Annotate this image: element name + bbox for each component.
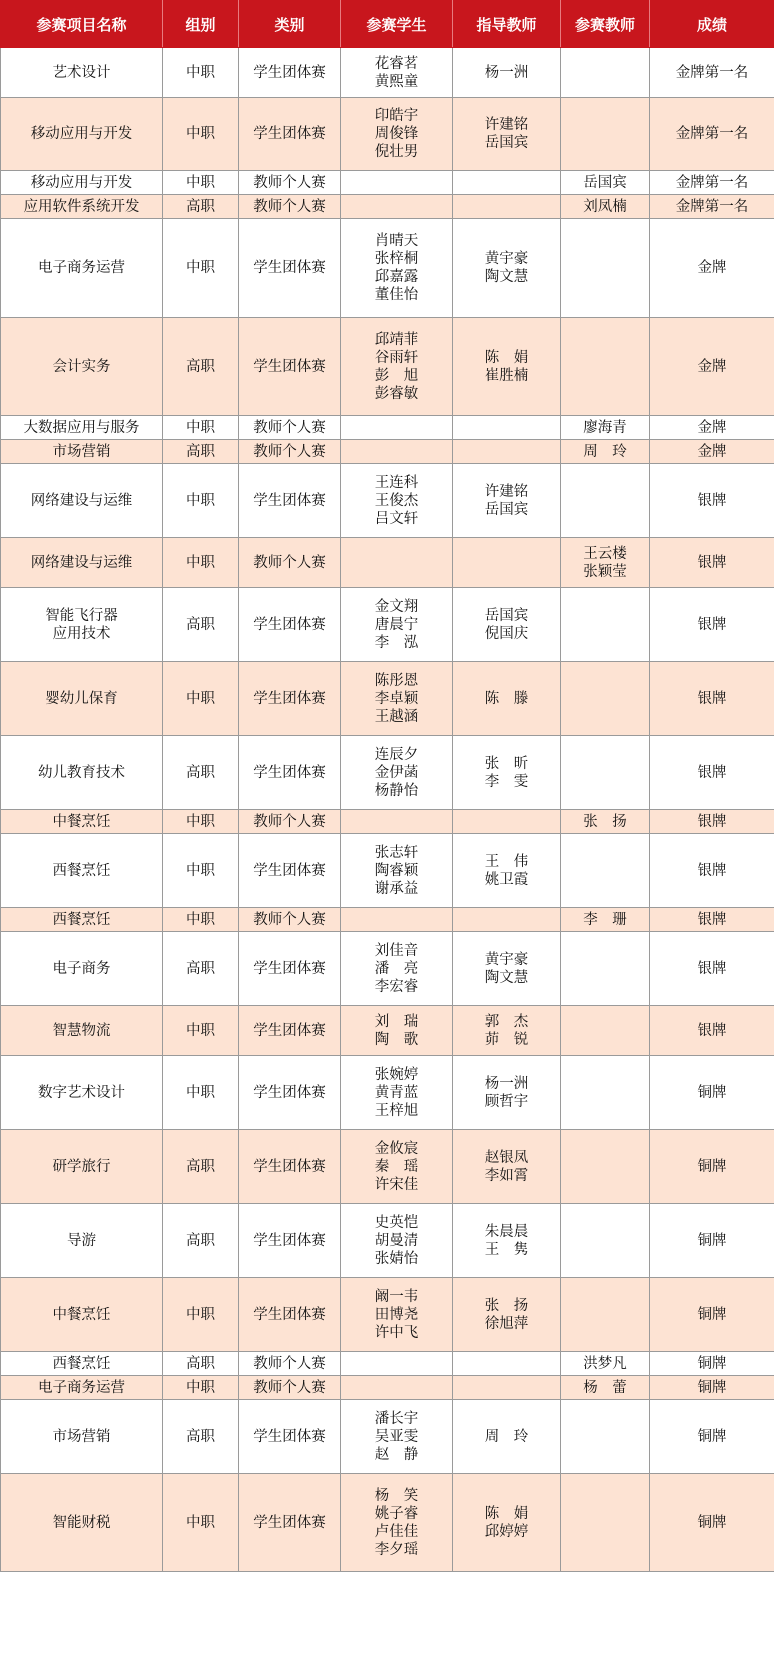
header-group: 组别 bbox=[163, 1, 239, 48]
table-row bbox=[1, 1204, 774, 1278]
category-cell: 教师个人赛 bbox=[239, 195, 341, 219]
group-cell: 高职 bbox=[163, 932, 239, 1006]
advisors-cell: 张 扬 徐旭萍 bbox=[453, 1278, 561, 1352]
result-cell: 金牌 bbox=[650, 219, 774, 318]
project-cell: 电子商务运营 bbox=[1, 219, 163, 318]
project-cell: 幼儿教育技术 bbox=[1, 736, 163, 810]
result-cell: 铜牌 bbox=[650, 1400, 774, 1474]
advisors-cell: 朱晨晨 王 隽 bbox=[453, 1204, 561, 1278]
students-cell bbox=[341, 195, 453, 219]
category-cell: 学生团体赛 bbox=[239, 1130, 341, 1204]
teachers-cell bbox=[561, 1056, 650, 1130]
result-cell: 金牌第一名 bbox=[650, 171, 774, 195]
students-cell bbox=[341, 1376, 453, 1400]
teachers-cell bbox=[561, 48, 650, 98]
advisors-cell: 黄宇豪 陶文慧 bbox=[453, 219, 561, 318]
advisors-cell: 赵银凤 李如霄 bbox=[453, 1130, 561, 1204]
group-cell: 中职 bbox=[163, 171, 239, 195]
result-cell: 银牌 bbox=[650, 662, 774, 736]
teachers-cell bbox=[561, 464, 650, 538]
table-row bbox=[1, 662, 774, 736]
table-row bbox=[1, 1130, 774, 1204]
result-cell: 铜牌 bbox=[650, 1130, 774, 1204]
table-row bbox=[1, 538, 774, 588]
advisors-cell: 陈 娟 邱婷婷 bbox=[453, 1474, 561, 1572]
students-cell bbox=[341, 1352, 453, 1376]
header-teachers: 参赛教师 bbox=[561, 1, 650, 48]
result-cell: 金牌 bbox=[650, 416, 774, 440]
result-cell: 银牌 bbox=[650, 834, 774, 908]
table-row bbox=[1, 1352, 774, 1376]
advisors-cell: 黄宇豪 陶文慧 bbox=[453, 932, 561, 1006]
header-row bbox=[1, 1, 774, 48]
advisors-cell bbox=[453, 810, 561, 834]
group-cell: 中职 bbox=[163, 1376, 239, 1400]
result-cell: 银牌 bbox=[650, 1006, 774, 1056]
table-row bbox=[1, 195, 774, 219]
students-cell bbox=[341, 810, 453, 834]
group-cell: 中职 bbox=[163, 908, 239, 932]
group-cell: 中职 bbox=[163, 538, 239, 588]
result-cell: 金牌第一名 bbox=[650, 98, 774, 171]
category-cell: 教师个人赛 bbox=[239, 538, 341, 588]
students-cell: 连辰夕 金伊菡 杨静怡 bbox=[341, 736, 453, 810]
category-cell: 教师个人赛 bbox=[239, 810, 341, 834]
category-cell: 教师个人赛 bbox=[239, 416, 341, 440]
result-cell: 银牌 bbox=[650, 538, 774, 588]
table-row bbox=[1, 810, 774, 834]
group-cell: 中职 bbox=[163, 416, 239, 440]
students-cell: 金文翔 唐晨宁 李 泓 bbox=[341, 588, 453, 662]
group-cell: 中职 bbox=[163, 662, 239, 736]
group-cell: 中职 bbox=[163, 810, 239, 834]
students-cell bbox=[341, 538, 453, 588]
table-row bbox=[1, 1278, 774, 1352]
group-cell: 中职 bbox=[163, 834, 239, 908]
table-row bbox=[1, 1474, 774, 1572]
category-cell: 学生团体赛 bbox=[239, 834, 341, 908]
result-cell: 银牌 bbox=[650, 908, 774, 932]
group-cell: 高职 bbox=[163, 588, 239, 662]
category-cell: 学生团体赛 bbox=[239, 48, 341, 98]
project-cell: 西餐烹饪 bbox=[1, 908, 163, 932]
advisors-cell: 许建铭 岳国宾 bbox=[453, 98, 561, 171]
project-cell: 智慧物流 bbox=[1, 1006, 163, 1056]
group-cell: 高职 bbox=[163, 736, 239, 810]
project-cell: 研学旅行 bbox=[1, 1130, 163, 1204]
students-cell bbox=[341, 908, 453, 932]
teachers-cell: 李 珊 bbox=[561, 908, 650, 932]
advisors-cell: 岳国宾 倪国庆 bbox=[453, 588, 561, 662]
advisors-cell: 陈 娟 崔胜楠 bbox=[453, 318, 561, 416]
students-cell: 肖晴天 张梓桐 邱嘉露 董佳怡 bbox=[341, 219, 453, 318]
project-cell: 应用软件系统开发 bbox=[1, 195, 163, 219]
project-cell: 电子商务运营 bbox=[1, 1376, 163, 1400]
result-cell: 铜牌 bbox=[650, 1376, 774, 1400]
category-cell: 学生团体赛 bbox=[239, 1278, 341, 1352]
project-cell: 移动应用与开发 bbox=[1, 98, 163, 171]
teachers-cell: 张 扬 bbox=[561, 810, 650, 834]
advisors-cell: 郭 杰 茆 锐 bbox=[453, 1006, 561, 1056]
students-cell bbox=[341, 171, 453, 195]
students-cell: 史英恺 胡曼清 张婧怡 bbox=[341, 1204, 453, 1278]
category-cell: 学生团体赛 bbox=[239, 1400, 341, 1474]
group-cell: 中职 bbox=[163, 1056, 239, 1130]
table-row bbox=[1, 1056, 774, 1130]
table-row bbox=[1, 48, 774, 98]
category-cell: 教师个人赛 bbox=[239, 171, 341, 195]
advisors-cell bbox=[453, 1352, 561, 1376]
students-cell: 杨 笑 姚子睿 卢佳佳 李夕瑶 bbox=[341, 1474, 453, 1572]
teachers-cell bbox=[561, 318, 650, 416]
advisors-cell bbox=[453, 1376, 561, 1400]
advisors-cell: 许建铭 岳国宾 bbox=[453, 464, 561, 538]
result-cell: 金牌 bbox=[650, 440, 774, 464]
result-cell: 金牌第一名 bbox=[650, 195, 774, 219]
project-cell: 导游 bbox=[1, 1204, 163, 1278]
category-cell: 教师个人赛 bbox=[239, 1352, 341, 1376]
result-cell: 铜牌 bbox=[650, 1474, 774, 1572]
students-cell: 刘 瑞 陶 歌 bbox=[341, 1006, 453, 1056]
teachers-cell: 廖海青 bbox=[561, 416, 650, 440]
category-cell: 学生团体赛 bbox=[239, 1204, 341, 1278]
category-cell: 学生团体赛 bbox=[239, 662, 341, 736]
group-cell: 高职 bbox=[163, 1400, 239, 1474]
project-cell: 西餐烹饪 bbox=[1, 1352, 163, 1376]
category-cell: 学生团体赛 bbox=[239, 736, 341, 810]
category-cell: 学生团体赛 bbox=[239, 1006, 341, 1056]
teachers-cell: 洪梦凡 bbox=[561, 1352, 650, 1376]
table-row bbox=[1, 834, 774, 908]
teachers-cell bbox=[561, 98, 650, 171]
category-cell: 学生团体赛 bbox=[239, 932, 341, 1006]
table-row bbox=[1, 416, 774, 440]
advisors-cell bbox=[453, 416, 561, 440]
result-cell: 铜牌 bbox=[650, 1056, 774, 1130]
table-row bbox=[1, 588, 774, 662]
teachers-cell bbox=[561, 588, 650, 662]
header-category: 类别 bbox=[239, 1, 341, 48]
advisors-cell: 王 伟 姚卫霞 bbox=[453, 834, 561, 908]
group-cell: 中职 bbox=[163, 48, 239, 98]
result-cell: 铜牌 bbox=[650, 1352, 774, 1376]
result-cell: 银牌 bbox=[650, 736, 774, 810]
students-cell: 花睿茗 黄熙童 bbox=[341, 48, 453, 98]
table-row bbox=[1, 318, 774, 416]
table-row bbox=[1, 736, 774, 810]
group-cell: 高职 bbox=[163, 1352, 239, 1376]
header-advisors: 指导教师 bbox=[453, 1, 561, 48]
project-cell: 市场营销 bbox=[1, 1400, 163, 1474]
advisors-cell bbox=[453, 440, 561, 464]
project-cell: 移动应用与开发 bbox=[1, 171, 163, 195]
project-cell: 市场营销 bbox=[1, 440, 163, 464]
teachers-cell bbox=[561, 932, 650, 1006]
students-cell: 陈彤恩 李卓颖 王越涵 bbox=[341, 662, 453, 736]
teachers-cell bbox=[561, 1006, 650, 1056]
category-cell: 教师个人赛 bbox=[239, 908, 341, 932]
students-cell: 王连科 王俊杰 吕文轩 bbox=[341, 464, 453, 538]
group-cell: 高职 bbox=[163, 440, 239, 464]
teachers-cell: 刘凤楠 bbox=[561, 195, 650, 219]
result-cell: 银牌 bbox=[650, 810, 774, 834]
project-cell: 数字艺术设计 bbox=[1, 1056, 163, 1130]
students-cell: 张婉婷 黄青蓝 王梓旭 bbox=[341, 1056, 453, 1130]
header-project: 参赛项目名称 bbox=[1, 1, 163, 48]
result-cell: 银牌 bbox=[650, 464, 774, 538]
teachers-cell bbox=[561, 1204, 650, 1278]
teachers-cell bbox=[561, 219, 650, 318]
project-cell: 中餐烹饪 bbox=[1, 810, 163, 834]
students-cell bbox=[341, 440, 453, 464]
result-cell: 银牌 bbox=[650, 932, 774, 1006]
project-cell: 艺术设计 bbox=[1, 48, 163, 98]
students-cell: 金攸宸 秦 瑶 许宋佳 bbox=[341, 1130, 453, 1204]
category-cell: 教师个人赛 bbox=[239, 440, 341, 464]
table-row bbox=[1, 908, 774, 932]
result-cell: 银牌 bbox=[650, 588, 774, 662]
teachers-cell: 杨 蕾 bbox=[561, 1376, 650, 1400]
table-row bbox=[1, 440, 774, 464]
header-result: 成绩 bbox=[650, 1, 774, 48]
table-row bbox=[1, 932, 774, 1006]
header-students: 参赛学生 bbox=[341, 1, 453, 48]
result-cell: 金牌 bbox=[650, 318, 774, 416]
advisors-cell: 杨一洲 bbox=[453, 48, 561, 98]
advisors-cell bbox=[453, 908, 561, 932]
group-cell: 高职 bbox=[163, 1130, 239, 1204]
advisors-cell: 陈 滕 bbox=[453, 662, 561, 736]
group-cell: 高职 bbox=[163, 318, 239, 416]
teachers-cell bbox=[561, 1130, 650, 1204]
category-cell: 学生团体赛 bbox=[239, 1474, 341, 1572]
table-row bbox=[1, 464, 774, 538]
group-cell: 中职 bbox=[163, 464, 239, 538]
category-cell: 学生团体赛 bbox=[239, 98, 341, 171]
category-cell: 学生团体赛 bbox=[239, 1056, 341, 1130]
result-cell: 铜牌 bbox=[650, 1278, 774, 1352]
advisors-cell bbox=[453, 538, 561, 588]
teachers-cell: 岳国宾 bbox=[561, 171, 650, 195]
teachers-cell bbox=[561, 1474, 650, 1572]
table-row bbox=[1, 98, 774, 171]
category-cell: 学生团体赛 bbox=[239, 588, 341, 662]
category-cell: 教师个人赛 bbox=[239, 1376, 341, 1400]
project-cell: 会计实务 bbox=[1, 318, 163, 416]
project-cell: 婴幼儿保育 bbox=[1, 662, 163, 736]
teachers-cell bbox=[561, 1400, 650, 1474]
students-cell: 阚一韦 田博尧 许中飞 bbox=[341, 1278, 453, 1352]
advisors-cell: 周 玲 bbox=[453, 1400, 561, 1474]
group-cell: 高职 bbox=[163, 1204, 239, 1278]
project-cell: 西餐烹饪 bbox=[1, 834, 163, 908]
table-row bbox=[1, 171, 774, 195]
group-cell: 高职 bbox=[163, 195, 239, 219]
teachers-cell bbox=[561, 662, 650, 736]
group-cell: 中职 bbox=[163, 98, 239, 171]
table-row bbox=[1, 219, 774, 318]
teachers-cell bbox=[561, 834, 650, 908]
teachers-cell: 周 玲 bbox=[561, 440, 650, 464]
project-cell: 大数据应用与服务 bbox=[1, 416, 163, 440]
project-cell: 网络建设与运维 bbox=[1, 464, 163, 538]
teachers-cell bbox=[561, 736, 650, 810]
project-cell: 电子商务 bbox=[1, 932, 163, 1006]
project-cell: 智能飞行器 应用技术 bbox=[1, 588, 163, 662]
students-cell: 邱靖菲 谷雨轩 彭 旭 彭睿敏 bbox=[341, 318, 453, 416]
group-cell: 中职 bbox=[163, 1278, 239, 1352]
students-cell: 潘长宇 吴亚雯 赵 静 bbox=[341, 1400, 453, 1474]
group-cell: 中职 bbox=[163, 1474, 239, 1572]
result-cell: 铜牌 bbox=[650, 1204, 774, 1278]
teachers-cell: 王云楼 张颖莹 bbox=[561, 538, 650, 588]
students-cell: 张志轩 陶睿颖 谢承益 bbox=[341, 834, 453, 908]
table-row bbox=[1, 1376, 774, 1400]
category-cell: 学生团体赛 bbox=[239, 318, 341, 416]
category-cell: 学生团体赛 bbox=[239, 219, 341, 318]
advisors-cell: 张 昕 李 雯 bbox=[453, 736, 561, 810]
project-cell: 网络建设与运维 bbox=[1, 538, 163, 588]
students-cell: 印皓宇 周俊锋 倪壮男 bbox=[341, 98, 453, 171]
advisors-cell bbox=[453, 171, 561, 195]
advisors-cell: 杨一洲 顾哲宇 bbox=[453, 1056, 561, 1130]
advisors-cell bbox=[453, 195, 561, 219]
result-cell: 金牌第一名 bbox=[650, 48, 774, 98]
students-cell bbox=[341, 416, 453, 440]
teachers-cell bbox=[561, 1278, 650, 1352]
table-row bbox=[1, 1400, 774, 1474]
group-cell: 中职 bbox=[163, 1006, 239, 1056]
students-cell: 刘佳音 潘 亮 李宏睿 bbox=[341, 932, 453, 1006]
project-cell: 中餐烹饪 bbox=[1, 1278, 163, 1352]
category-cell: 学生团体赛 bbox=[239, 464, 341, 538]
project-cell: 智能财税 bbox=[1, 1474, 163, 1572]
group-cell: 中职 bbox=[163, 219, 239, 318]
table-row bbox=[1, 1006, 774, 1056]
